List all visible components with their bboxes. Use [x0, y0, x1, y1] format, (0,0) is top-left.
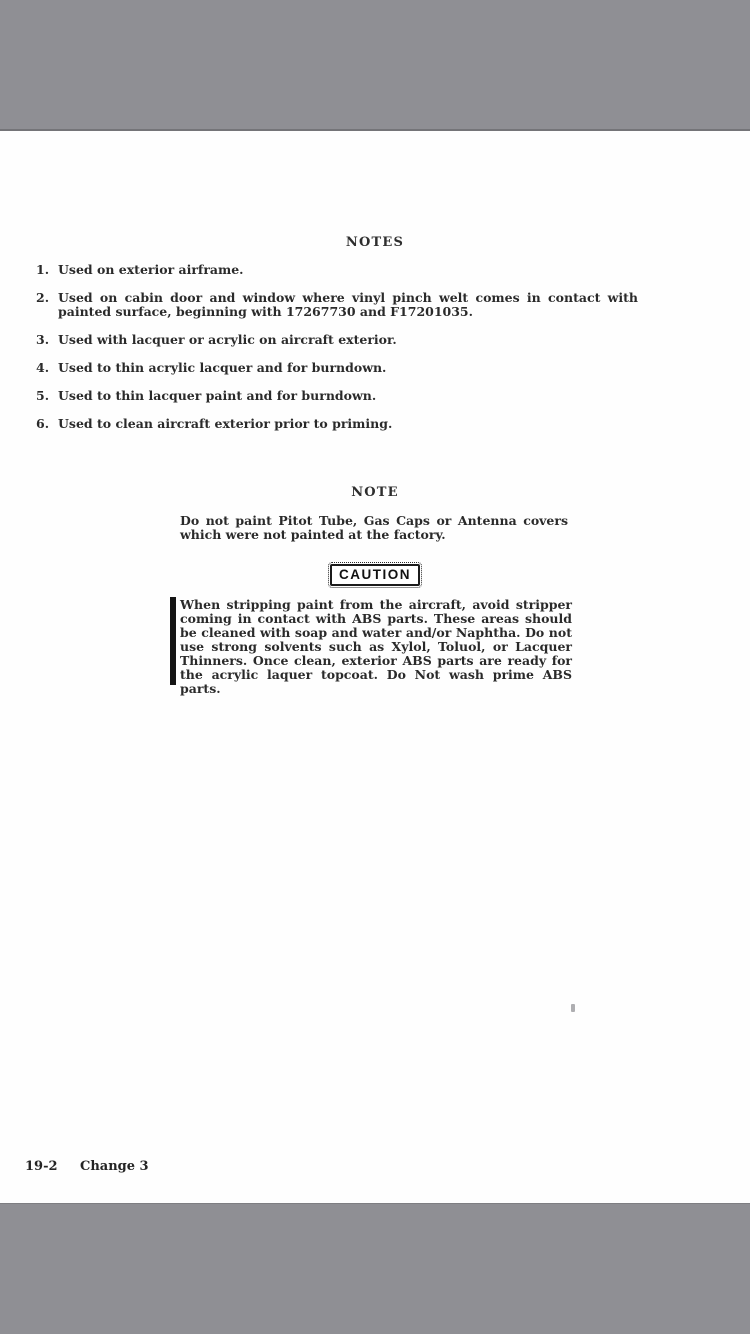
list-item: [36, 291, 638, 319]
list-item: [36, 361, 638, 375]
list-item-number: 6.: [36, 416, 50, 431]
list-item-number: 4.: [36, 360, 50, 375]
notes-heading: NOTES: [345, 235, 405, 250]
list-item: [36, 417, 638, 431]
list-item: [36, 333, 638, 347]
note-paragraph: Do not paint Pitot Tube, Gas Caps or Antenna covers which were not painted at the factory.: [180, 513, 568, 542]
footer-page-number: 19-2: [25, 1159, 58, 1174]
caution-paragraph: When stripping paint from the aircraft, avoid stripper coming in contact with ABS parts. These areas should be cleaned with soap and water and/or Naphtha. Do not use strong solvents such as Xylol, Toluol, or Lacquer Thinners. Once clean, exterior ABS parts are ready for the acrylic laquer topcoat. Do Not wash prime ABS parts.: [180, 597, 572, 696]
list-item-text: Used with lacquer or acrylic on aircraft exterior.: [58, 332, 397, 347]
note-heading: NOTE: [351, 485, 399, 500]
footer-change-label: Change 3: [80, 1159, 149, 1174]
list-item-text: Used to thin acrylic lacquer and for burndown.: [58, 360, 387, 375]
list-item-number: 5.: [36, 388, 50, 403]
letterbox-bottom: [0, 1203, 750, 1334]
caution-badge: CAUTION: [330, 564, 420, 586]
list-item-number: 3.: [36, 332, 50, 347]
scan-artifact: [571, 1004, 575, 1012]
list-item-number: 1.: [36, 262, 50, 277]
revision-change-bar: [170, 597, 176, 685]
list-item-text: Used on cabin door and window where vinyl pinch welt comes in contact with painted surface, beginning with 17267730 and F17201035.: [58, 290, 638, 319]
list-item: [36, 389, 638, 403]
list-item-text: Used on exterior airframe.: [58, 262, 244, 277]
letterbox-top: [0, 0, 750, 131]
scanned-page: [0, 131, 750, 1203]
caution-badge-row: [0, 564, 750, 586]
list-item-number: 2.: [36, 290, 50, 305]
list-item-text: Used to thin lacquer paint and for burndown.: [58, 388, 377, 403]
notes-list: [36, 263, 638, 445]
list-item-text: Used to clean aircraft exterior prior to priming.: [58, 416, 393, 431]
list-item: [36, 263, 638, 277]
